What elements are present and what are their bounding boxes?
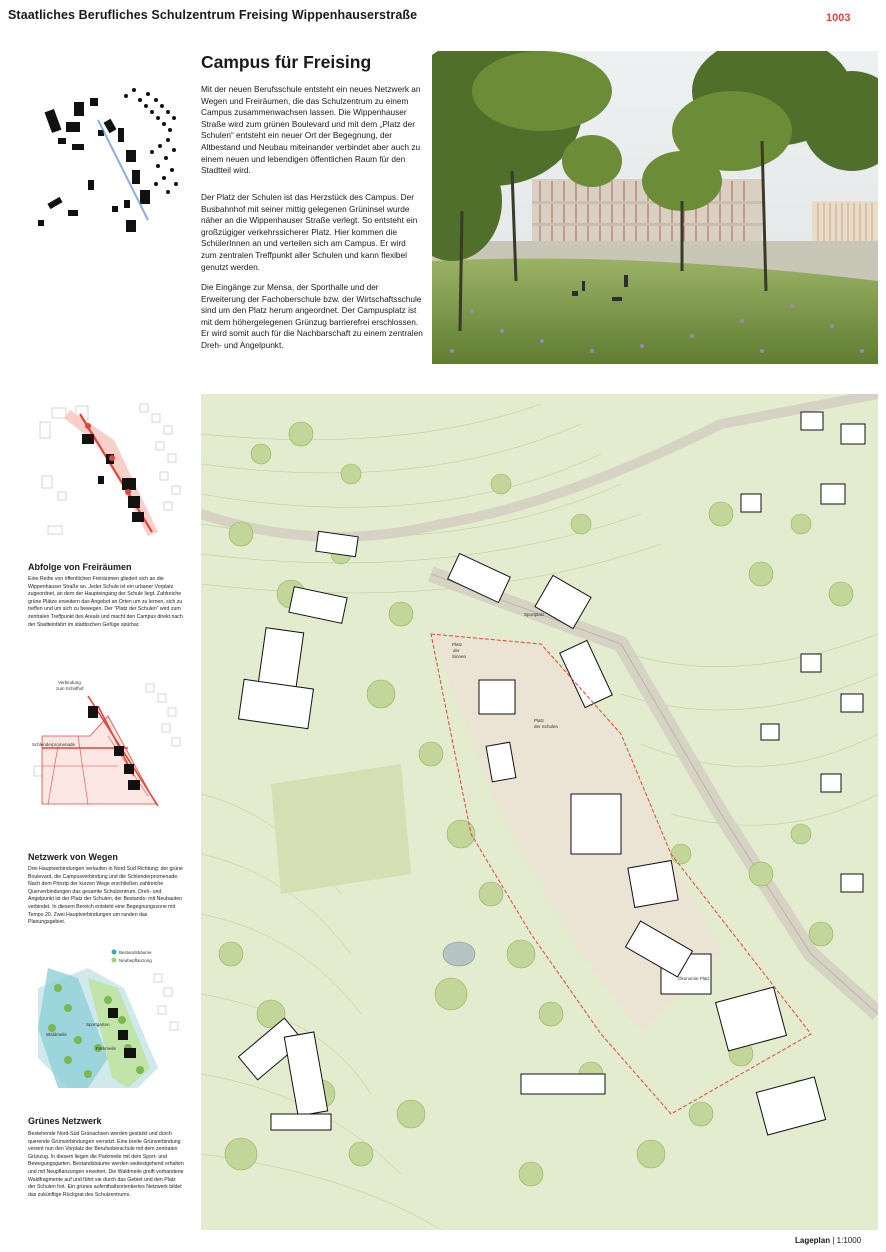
plan-label: Platz	[452, 642, 463, 647]
section-text: Eine Reihe von öffentlichen Freiräumen gliedert sich an die Wippenhauser Straße an. Jeder Schule ist ein urbaner Vorplatz zugeordnet, an dem der Haupteingang der Schule liegt. Zahlreiche grüne Plätze erweitern das Angebot an Orten um zu lernen, sich zu treffen und um sich zu bewegen. Der "Platz der Schulen" wird zum zentralen Treffpunkt des Areals und macht den Campus direkt nach der Stadteinfahrt im städtischen Gefüge spürbar.	[28, 576, 183, 628]
diagram-label: Parkmeile	[96, 1046, 117, 1051]
plan-label: Platz	[534, 718, 545, 723]
section-text: Bestehende Nord-Süd Grünachsen werden gestärkt und durch querende Grünverbindungen vernetzt. Eine breite Grünverbindung vereint nun den Vorplatz der Berufsoberschule mit dem zentralen Grünzug. In diesem liegen die Parkmeile mit dem Sport- und Bewegungsgarten. Bestandsbäume werden weitestgehend erhalten und mit Neupflanzungen erweitert. Die Waldmeile greift vorhandene Waldfragmente auf und führt sie durch das Gebiet und den Platz der Schulen fort. Ein grünes aufenthaltsorientiertes Netzwerk bildet das zukünftige Rückgrat des Schulzentrums.	[28, 1131, 184, 1198]
site-plan	[201, 394, 878, 1230]
wege-diagram	[28, 676, 184, 822]
figure-ground-plan	[28, 80, 184, 240]
legend-label: Bestandsbäume	[119, 950, 152, 955]
plan-label: Ökonomie Platz	[678, 976, 710, 981]
section-heading: Netzwerk von Wegen	[28, 852, 118, 862]
diagram-label: Schlenderpromenade	[32, 742, 76, 747]
diagram-label: Waldmeile	[46, 1032, 67, 1037]
intro-title: Campus für Freising	[201, 52, 372, 72]
diagram-label: Sportgarten	[86, 1022, 110, 1027]
freiraum-diagram	[28, 396, 184, 556]
intro-paragraph: Die Eingänge zur Mensa, der Sporthalle und der Erweiterung der Fachoberschule bzw. der Wirtschaftsschule sind um den Platz herum angeordnet. Der Campusplatz ist mit dem höhergelegenen Grünzug barrierefrei erschlossen. Er wird somit auch für die Nachbarschaft zu einem zentralen Dreh- und Angelpunkt.	[201, 282, 423, 350]
plan-caption	[795, 1236, 861, 1245]
plan-label: der	[453, 648, 460, 653]
sheet-number: 1003	[826, 12, 851, 24]
legend-label: Neubepflanzung	[119, 958, 152, 963]
section-text: Drei Hauptverbindungen verlaufen in Nord Süd Richtung: der grüne Boulevard, die Campusverbindung und die Schlenderpromenade. Nach dem Prinzip der kurzen Wege erschließen zahlreiche Querverbindungen das gesamte Schulzentrum. Dreh- und Angelpunkt ist der Platz der Schulen, der Bestands- mit Neubauten verbindet. In diesem Bereich entsteht eine Begegnungszone mit Tempo 20. Zwei Hauptverbindungen um randen das Planungsgebiet.	[28, 866, 183, 926]
diagram-label: zum Schafhof	[56, 686, 84, 691]
plan-caption-title: Lageplan	[795, 1236, 831, 1245]
section-heading: Grünes Netzwerk	[28, 1116, 102, 1126]
plan-label: Sportplatz	[524, 612, 545, 617]
plan-caption-scale: | 1:1000	[832, 1236, 862, 1245]
plan-label: Sinnen	[452, 654, 467, 659]
diagram-label: Verbindung	[58, 680, 81, 685]
campus-rendering	[432, 51, 878, 364]
page-title: Staatliches Berufliches Schulzentrum Freising Wippenhauserstraße	[8, 8, 418, 22]
intro-paragraph: Der Platz der Schulen ist das Herzstück des Campus. Der Busbahnhof mit seiner mittig gelegenen Grüninsel wurde näher an die Wippenhauser Straße verlegt. So entsteht ein großzügiger verkehrssicherer Platz. Hier kommen die SchülerInnen an und verteilen sich am Campus. Er wird zum zentralen Treffpunkt aller Schulen und kann flexibel genutzt werden.	[201, 192, 418, 272]
intro-paragraph: Mit der neuen Berufsschule entsteht ein neues Netzwerk an Wegen und Freiräumen, die das Schulzentrum zu einem Campus zusammenwachsen lassen. Die Wippenhauser Straße wird zum grünen Boulevard und mit dem „Platz der Schulen“ entsteht ein neuer Ort der Begegnung, der Altbestand und Neubau miteinander verbindet aber auch zu einem neuen und lebendigen öffentlichen Raum für den Stadtteil wird.	[201, 84, 421, 176]
section-heading: Abfolge von Freiräumen	[28, 562, 132, 572]
plan-label: der Schulen	[534, 724, 559, 729]
